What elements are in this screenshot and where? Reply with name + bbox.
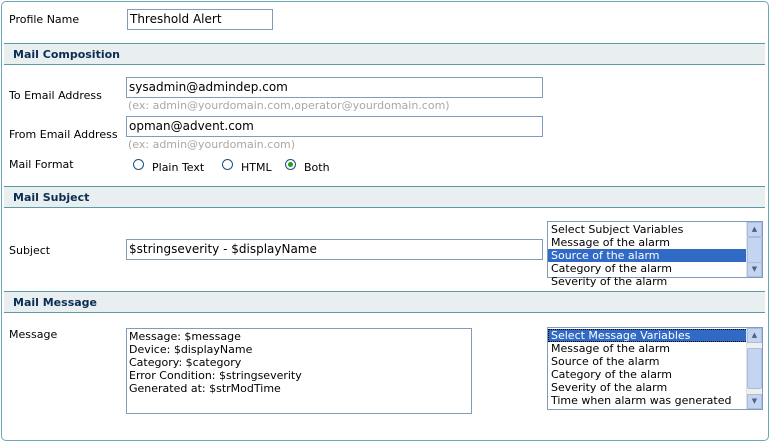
- mail-message-header: [4, 291, 765, 313]
- to-email-hint: (ex: admin@yourdomain.com,operator@yourdomain.com): [128, 99, 450, 112]
- message-variable-option[interactable]: Severity of the alarm: [551, 381, 668, 394]
- message-variable-option[interactable]: Message of the alarm: [551, 342, 670, 355]
- message-label: Message: [9, 328, 58, 341]
- mail-format-label: Mail Format: [9, 158, 74, 171]
- scroll-thumb[interactable]: [747, 348, 762, 389]
- subject-variable-option[interactable]: Category of the alarm: [551, 262, 672, 275]
- message-variable-option[interactable]: Category of the alarm: [551, 368, 672, 381]
- profile-name-input[interactable]: Threshold Alert: [127, 9, 273, 30]
- message-line: Message: $message: [129, 330, 241, 343]
- from-email-input[interactable]: opman@advent.com: [126, 116, 543, 137]
- mail-composition-title: Mail Composition: [13, 48, 120, 61]
- format-plain-text-label[interactable]: Plain Text: [152, 161, 205, 174]
- message-variable-option[interactable]: Time when alarm was generated: [551, 394, 732, 407]
- scroll-down-icon[interactable]: ▼: [747, 394, 762, 409]
- subject-variables-list[interactable]: [547, 221, 763, 288]
- subject-variable-option[interactable]: Severity of the alarm: [551, 275, 668, 288]
- mail-composition-header: [4, 43, 765, 65]
- format-html-radio[interactable]: [222, 159, 233, 170]
- subject-variables-scrollbar[interactable]: [746, 222, 762, 277]
- mail-subject-header: [4, 186, 765, 208]
- subject-label: Subject: [9, 244, 51, 257]
- message-line: Device: $displayName: [129, 343, 253, 356]
- subject-variable-option[interactable]: Source of the alarm: [548, 249, 762, 262]
- scroll-thumb[interactable]: [747, 237, 762, 263]
- message-variables-scrollbar[interactable]: [746, 328, 762, 409]
- subject-variable-option[interactable]: Message of the alarm: [551, 236, 670, 249]
- message-variable-option[interactable]: Select Message Variables: [548, 329, 762, 342]
- from-email-hint: (ex: admin@yourdomain.com): [128, 138, 296, 151]
- message-line: Generated at: $strModTime: [129, 382, 281, 395]
- message-line: Error Condition: $stringseverity: [129, 369, 302, 382]
- subject-input[interactable]: $stringseverity - $displayName: [126, 239, 543, 260]
- from-email-label: From Email Address: [9, 128, 118, 141]
- subject-variable-option[interactable]: Select Subject Variables: [551, 223, 684, 236]
- format-html-label[interactable]: HTML: [241, 161, 272, 174]
- message-textarea[interactable]: [126, 328, 472, 414]
- scroll-up-icon[interactable]: ▲: [747, 328, 762, 343]
- message-line: Category: $category: [129, 356, 242, 369]
- format-both-radio[interactable]: [285, 159, 296, 170]
- to-email-label: To Email Address: [9, 89, 102, 102]
- message-variables-list[interactable]: [547, 327, 763, 410]
- format-plain-text-radio[interactable]: [133, 159, 144, 170]
- to-email-input[interactable]: sysadmin@admindep.com: [126, 77, 543, 98]
- scroll-up-icon[interactable]: ▲: [747, 222, 762, 237]
- mail-subject-title: Mail Subject: [13, 191, 90, 204]
- format-both-label[interactable]: Both: [304, 161, 330, 174]
- message-variable-option[interactable]: Source of the alarm: [551, 355, 660, 368]
- scroll-down-icon[interactable]: ▼: [747, 262, 762, 277]
- profile-name-label: Profile Name: [9, 13, 80, 26]
- mail-message-title: Mail Message: [13, 296, 97, 309]
